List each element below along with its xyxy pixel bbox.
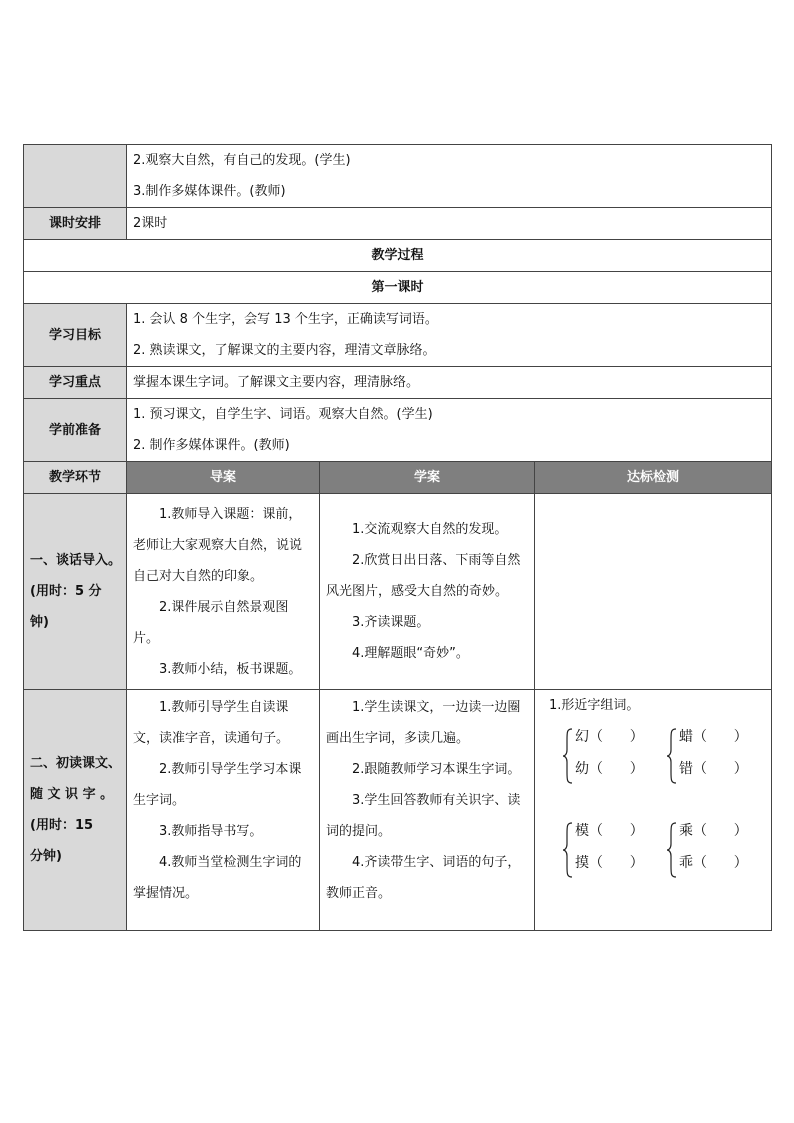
char-item: 模（ ）: [575, 823, 644, 839]
key-points-row: [24, 367, 772, 399]
period-title-row: [24, 272, 772, 304]
key-points-value: 掌握本课生字词。了解课文主要内容，理清脉络。: [127, 367, 772, 399]
char-pair: [563, 724, 653, 788]
stage-name-line: 分钟): [30, 849, 62, 864]
column-stage-header: 教学环节: [24, 462, 127, 494]
guide-paragraph: 1.教师引导学生自读课文，读准字音，读通句子。: [133, 700, 290, 746]
stage-guide: [127, 690, 320, 931]
objective-line: 2. 熟读课文，了解课文的主要内容，理清文章脉络。: [133, 343, 436, 358]
stage-check: [535, 690, 772, 931]
guide-paragraph: 3.教师指导书写。: [159, 824, 263, 839]
study-paragraph: 2.跟随教师学习本课生字词。: [352, 762, 521, 777]
prep-continued-row: [24, 145, 772, 208]
char-pair: [563, 818, 653, 882]
schedule-row: [24, 208, 772, 240]
stage-name-line: (用时：15: [30, 818, 94, 833]
guide-paragraph: 1.教师导入课题：课前，老师让大家观察大自然，说说自己对大自然的印象。: [133, 507, 303, 584]
column-guide-header: 导案: [127, 462, 320, 494]
objectives-label: 学习目标: [24, 304, 127, 367]
period-title: 第一课时: [24, 272, 772, 304]
prep-continued-line: 3.制作多媒体课件。(教师): [133, 184, 286, 199]
prep-continued-line: 2.观察大自然，有自己的发现。(学生): [133, 153, 351, 168]
char-pair: [667, 818, 757, 882]
preparation-line: 2. 制作多媒体课件。(教师): [133, 438, 290, 453]
process-title-row: [24, 240, 772, 272]
stage-name-line: 随 文 识 字 。: [30, 787, 114, 802]
lesson-plan-table: [23, 144, 772, 931]
study-paragraph: 1.交流观察大自然的发现。: [352, 522, 508, 537]
brace-icon: [563, 728, 573, 784]
exercise-title: 1.形近字组词。: [549, 698, 640, 713]
study-paragraph: 1.学生读课文，一边读一边圈画出生字词，多读几遍。: [326, 700, 521, 746]
prep-continued-label: [24, 145, 127, 208]
char-item: 蜡（ ）: [679, 729, 748, 745]
schedule-value: 2课时: [127, 208, 772, 240]
stage-name-line: 二、初读课文、: [30, 756, 122, 771]
guide-paragraph: 2.课件展示自然景观图片。: [133, 600, 289, 646]
char-item: 幼（ ）: [575, 761, 644, 777]
column-header-row: [24, 462, 772, 494]
prep-continued-content: [127, 145, 772, 208]
stage-name: [24, 690, 127, 931]
word-exercise: [535, 690, 771, 930]
char-item: 乘（ ）: [679, 823, 748, 839]
study-paragraph: 3.学生回答教师有关识字、读词的提问。: [326, 793, 521, 839]
study-paragraph: 4.齐读带生字、词语的句子，教师正音。: [326, 855, 521, 901]
char-item: 幻（ ）: [575, 729, 644, 745]
objective-line: 1. 会认 8 个生字，会写 13 个生字，正确读写词语。: [133, 312, 438, 327]
char-item: 错（ ）: [679, 761, 748, 777]
preparation-line: 1. 预习课文，自学生字、词语。观察大自然。(学生): [133, 407, 433, 422]
char-pair: [667, 724, 757, 788]
brace-icon: [667, 728, 677, 784]
schedule-label: 课时安排: [24, 208, 127, 240]
guide-paragraph: 3.教师小结，板书课题。: [159, 662, 302, 677]
stage-name-line: (用时：5 分: [30, 584, 102, 599]
guide-paragraph: 2.教师引导学生学习本课生字词。: [133, 762, 302, 808]
stage-row: [24, 494, 772, 690]
objectives-content: [127, 304, 772, 367]
char-item: 摸（ ）: [575, 855, 644, 871]
objectives-row: [24, 304, 772, 367]
study-paragraph: 3.齐读课题。: [352, 615, 430, 630]
stage-check: [535, 494, 772, 690]
preparation-label: 学前准备: [24, 399, 127, 462]
brace-icon: [563, 822, 573, 878]
stage-study: [320, 494, 535, 690]
key-points-label: 学习重点: [24, 367, 127, 399]
preparation-content: [127, 399, 772, 462]
stage-row: [24, 690, 772, 931]
char-item: 乖（ ）: [679, 855, 748, 871]
preparation-row: [24, 399, 772, 462]
column-study-header: 学案: [320, 462, 535, 494]
study-paragraph: 4.理解题眼“奇妙”。: [352, 646, 469, 661]
column-check-header: 达标检测: [535, 462, 772, 494]
stage-name-line: 一、谈话导入。: [30, 553, 122, 568]
guide-paragraph: 4.教师当堂检测生字词的掌握情况。: [133, 855, 302, 901]
stage-guide: [127, 494, 320, 690]
process-title: 教学过程: [24, 240, 772, 272]
stage-name: [24, 494, 127, 690]
stage-study: [320, 690, 535, 931]
stage-name-line: 钟): [30, 615, 49, 630]
study-paragraph: 2.欣赏日出日落、下雨等自然风光图片，感受大自然的奇妙。: [326, 553, 521, 599]
brace-icon: [667, 822, 677, 878]
